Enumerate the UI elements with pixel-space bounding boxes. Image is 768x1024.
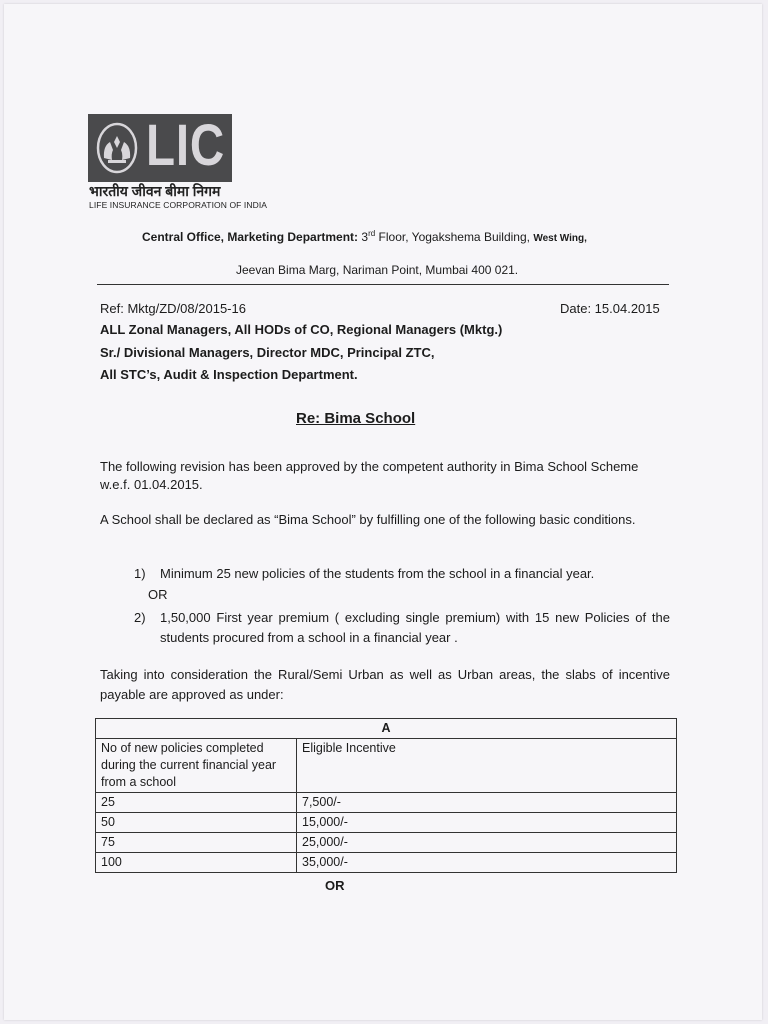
table-row [96,813,677,833]
table-row [96,853,677,873]
table-row [96,833,677,853]
addressee-line: ALL Zonal Managers, All HODs of CO, Regional Managers (Mktg.) [100,322,503,337]
floor-rest: Floor, Yogakshema Building, [375,230,534,244]
floor-suffix: rd [368,229,376,238]
reference-number: Ref: Mktg/ZD/08/2015-16 [100,301,246,316]
incentive-cell: 7,500/- [297,793,677,813]
hindi-name: भारतीय जीवन बीमा निगम [89,183,221,199]
policies-cell: 100 [96,853,297,873]
column-header-incentive: Eligible Incentive [297,739,677,793]
paragraph-slabs: Taking into consideration the Rural/Semi Urban as well as Urban areas, the slabs of incentive payable are approved as under: [100,667,670,702]
incentive-cell: 35,000/- [297,853,677,873]
condition-number: 1) [134,566,146,581]
table-title-row [96,719,677,739]
paragraph-revision: The following revision has been approved by the competent authority in Bima School Scheme w.e.f. 01.04.2015. [100,459,639,492]
letter-date: Date: 15.04.2015 [560,301,660,316]
logo-word: LIC [146,113,226,178]
wing-label: West Wing, [533,233,587,244]
condition-text: Minimum 25 new policies of the students from the school in a financial year. [160,566,595,581]
incentive-table [95,718,677,873]
addressee-line: All STC’s, Audit & Inspection Department. [100,367,358,382]
subject-heading: Re: Bima School [296,410,416,427]
corporation-name: LIFE INSURANCE CORPORATION OF INDIA [89,200,268,210]
lic-emblem-icon [94,118,140,178]
paragraph-conditions: A School shall be declared as “Bima School” by fulfilling one of the following basic conditions. [100,512,636,527]
or-separator: OR [325,878,345,893]
header-divider [97,284,669,285]
table-row [96,793,677,813]
incentive-cell: 25,000/- [297,833,677,853]
incentive-cell: 15,000/- [297,813,677,833]
or-separator: OR [148,587,168,602]
table-header-row [96,739,677,793]
addressee-line: Sr./ Divisional Managers, Director MDC, Principal ZTC, [100,345,435,360]
column-header-policies: No of new policies completed during the current financial year from a school [96,739,297,793]
floor-number: 3 [361,230,369,244]
address-line-2: Jeevan Bima Marg, Nariman Point, Mumbai 400 021. [236,263,519,277]
lic-logo [88,114,232,182]
policies-cell: 75 [96,833,297,853]
policies-cell: 50 [96,813,297,833]
office-label: Central Office, Marketing Department [142,230,355,244]
policies-cell: 25 [96,793,297,813]
condition-number: 2) [134,610,146,625]
address-line-1: Central Office, Marketing Department: 3rd Floor, Yogakshema Building, West Wing, [142,229,587,244]
condition-text: 1,50,000 First year premium ( excluding single premium) with 15 new Policies of the students procured from a school in a financial year . [160,610,670,645]
table-title: A [96,719,677,739]
